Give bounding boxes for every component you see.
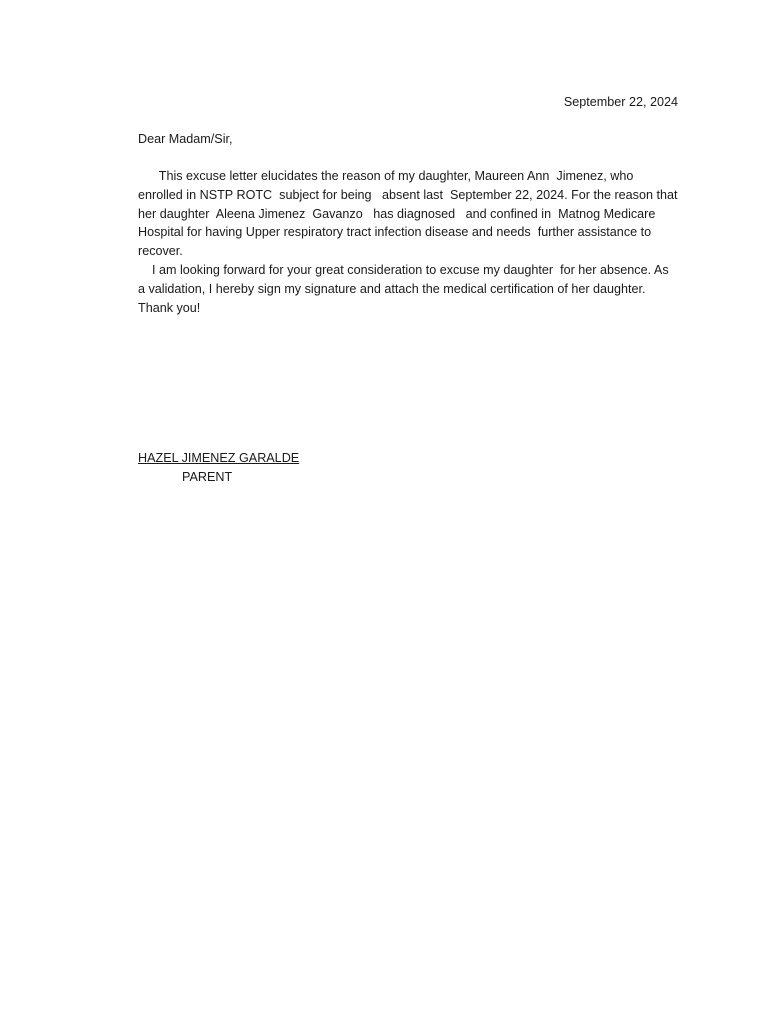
body-line: her daughter Aleena Jimenez Gavanzo has diagnosed and confined in Matnog Medicare xyxy=(138,206,656,221)
body-line: enrolled in NSTP ROTC subject for being absent last September 22, 2024. For the reason that xyxy=(138,187,678,202)
body-line: I am looking forward for your great consideration to excuse my daughter for her absence. As xyxy=(138,262,669,277)
body-line: This excuse letter elucidates the reason of my daughter, Maureen Ann Jimenez, who xyxy=(138,169,634,183)
body-line: recover. xyxy=(138,244,183,259)
letter-date: September 22, 2024 xyxy=(563,95,678,109)
body-line: Thank you! xyxy=(138,300,201,315)
body-line: Hospital for having Upper respiratory tract infection disease and needs further assistance to xyxy=(138,225,652,240)
body-line: a validation, I hereby sign my signature and attach the medical certification of her daughter. xyxy=(138,281,646,296)
salutation: Dear Madam/Sir, xyxy=(138,132,233,146)
signer-name: HAZEL JIMENEZ GARALDE xyxy=(138,451,300,465)
letter-body xyxy=(138,167,678,317)
signer-role: PARENT xyxy=(182,470,233,484)
